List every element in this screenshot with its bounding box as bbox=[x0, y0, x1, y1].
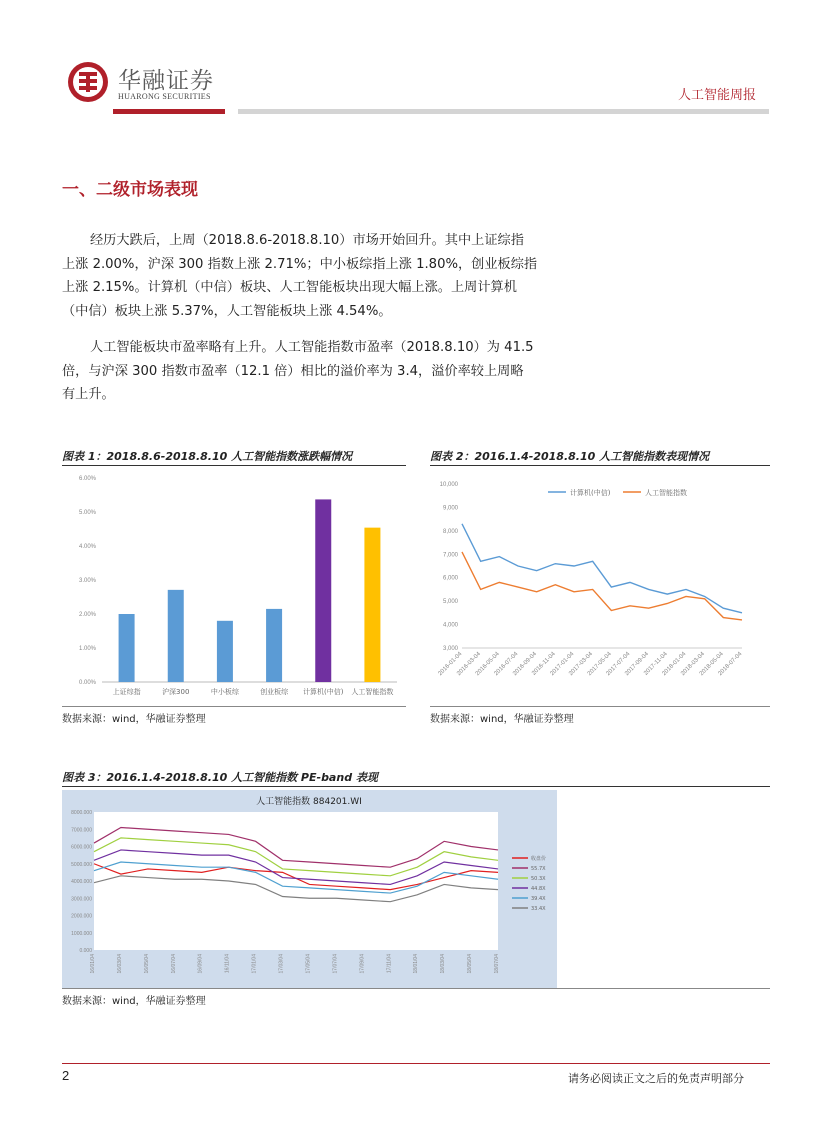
x-tick-label: 16/07/04 bbox=[170, 954, 177, 974]
bar bbox=[217, 621, 233, 682]
legend-label: 39.4X bbox=[531, 896, 546, 902]
x-tick-label: 2017-07-04 bbox=[605, 651, 632, 678]
legend-label: 33.4X bbox=[531, 906, 546, 912]
bar bbox=[266, 609, 282, 682]
y-tick-label: 0.000 bbox=[79, 948, 92, 954]
x-tick-label: 创业板综 bbox=[260, 688, 289, 696]
y-tick-label: 5,000 bbox=[442, 599, 458, 606]
y-tick-label: 10,000 bbox=[439, 482, 458, 488]
bar bbox=[315, 499, 331, 682]
x-tick-label: 18/01/04 bbox=[413, 954, 420, 974]
x-tick-label: 16/03/04 bbox=[116, 954, 123, 974]
bar bbox=[168, 590, 184, 682]
x-tick-label: 2016-09-04 bbox=[512, 651, 539, 678]
figure-3-source: 数据来源：wind，华融证券整理 bbox=[62, 996, 206, 1007]
bar-chart bbox=[62, 470, 407, 706]
paragraph-line: （中信）板块上涨 5.37%，人工智能板块上涨 4.54%。 bbox=[62, 303, 392, 319]
x-tick-label: 16/11/04 bbox=[224, 954, 231, 974]
x-tick-label: 2017-05-04 bbox=[586, 651, 613, 678]
y-tick-label: 2000.000 bbox=[71, 913, 92, 920]
x-tick-label: 上证综指 bbox=[112, 688, 141, 696]
footer-disclaimer: 请务必阅读正文之后的免责声明部分 bbox=[568, 1072, 744, 1085]
report-type: 人工智能周报 bbox=[678, 88, 757, 103]
x-tick-label: 2018-07-04 bbox=[717, 651, 744, 678]
y-tick-label: 6.00% bbox=[78, 476, 96, 482]
x-tick-label: 2016-05-04 bbox=[474, 651, 501, 678]
paragraph-2 bbox=[62, 336, 592, 407]
figure-2-source: 数据来源：wind，华融证券整理 bbox=[430, 714, 574, 725]
x-tick-label: 2017-01-04 bbox=[549, 651, 576, 678]
paragraph-line: 人工智能板块市盈率略有上升。人工智能指数市盈率（2018.8.10）为 41.5 bbox=[90, 340, 534, 355]
y-tick-label: 3,000 bbox=[442, 646, 458, 652]
x-tick-label: 中小板综 bbox=[210, 688, 239, 696]
figure-3-rule-bottom bbox=[62, 988, 770, 989]
x-tick-label: 17/03/04 bbox=[278, 954, 285, 974]
x-tick-label: 18/03/04 bbox=[440, 954, 447, 974]
x-tick-label: 2018-03-04 bbox=[680, 651, 707, 678]
y-tick-label: 1.00% bbox=[78, 646, 96, 652]
legend-label: 50.3X bbox=[531, 876, 546, 882]
y-tick-label: 0.00% bbox=[78, 680, 96, 686]
y-tick-label: 4.00% bbox=[78, 544, 96, 550]
series-line bbox=[462, 552, 742, 620]
x-tick-label: 16/01/04 bbox=[90, 954, 96, 974]
company-name-en: HUARONG SECURITIES bbox=[118, 92, 211, 101]
x-tick-label: 沪深300 bbox=[162, 688, 190, 696]
x-tick-label: 2017-03-04 bbox=[568, 651, 595, 678]
plot-area bbox=[94, 812, 498, 950]
y-tick-label: 2.00% bbox=[78, 612, 96, 618]
paragraph-line: 有上升。 bbox=[62, 387, 115, 402]
figure-2-rule bbox=[430, 465, 770, 466]
legend-label: 44.8X bbox=[531, 886, 546, 892]
y-tick-label: 4000.000 bbox=[71, 879, 92, 885]
page-header bbox=[0, 0, 827, 120]
x-tick-label: 17/07/04 bbox=[332, 954, 339, 974]
y-tick-label: 7,000 bbox=[442, 552, 458, 559]
y-tick-label: 8,000 bbox=[442, 528, 458, 535]
figure-1-source: 数据来源：wind，华融证券整理 bbox=[62, 714, 206, 725]
x-tick-label: 人工智能指数 bbox=[351, 688, 394, 696]
figure-2-rule-bottom bbox=[430, 706, 770, 707]
x-tick-label: 2016-01-04 bbox=[437, 651, 464, 678]
legend-label: 计算机(中信) bbox=[570, 489, 611, 497]
x-tick-label: 2017-09-04 bbox=[624, 651, 651, 678]
pe-band-chart bbox=[62, 790, 557, 988]
section-title: 一、二级市场表现 bbox=[62, 180, 198, 200]
paragraph-line: 倍，与沪深 300 指数市盈率（12.1 倍）相比的溢价率为 3.4，溢价率较上周略 bbox=[62, 363, 524, 379]
x-tick-label: 2018-05-04 bbox=[698, 651, 725, 678]
y-tick-label: 5.00% bbox=[78, 510, 96, 516]
paragraph-line: 上涨 2.00%，沪深 300 指数上涨 2.71%；中小板综指上涨 1.80%，创业板综指 bbox=[62, 256, 538, 272]
y-tick-label: 7000.000 bbox=[71, 827, 92, 834]
figure-1-rule-bottom bbox=[62, 706, 406, 707]
y-tick-label: 8000.000 bbox=[71, 810, 92, 816]
x-tick-label: 18/07/04 bbox=[494, 954, 500, 974]
y-tick-label: 3.00% bbox=[78, 578, 96, 584]
x-tick-label: 计算机(中信) bbox=[303, 688, 344, 696]
y-tick-label: 6000.000 bbox=[71, 844, 92, 851]
x-tick-label: 2016-03-04 bbox=[456, 651, 483, 678]
x-tick-label: 17/09/04 bbox=[359, 954, 366, 974]
figure-1-rule bbox=[62, 465, 406, 466]
figure-1-caption: 图表 1：2018.8.6-2018.8.10 人工智能指数涨跌幅情况 bbox=[62, 450, 353, 463]
x-tick-label: 18/05/04 bbox=[467, 954, 474, 974]
y-tick-label: 1000.000 bbox=[71, 930, 92, 937]
x-tick-label: 16/05/04 bbox=[143, 954, 150, 974]
legend-label: 人工智能指数 bbox=[645, 489, 687, 497]
paragraph-line: 经历大跌后，上周（2018.8.6-2018.8.10）市场开始回升。其中上证综指 bbox=[90, 233, 524, 248]
header-bar-gray bbox=[238, 109, 769, 114]
figure-2-caption: 图表 2：2016.1.4-2018.8.10 人工智能指数表现情况 bbox=[430, 450, 710, 463]
figure-3-rule bbox=[62, 786, 770, 787]
chart-title: 人工智能指数 884201.WI bbox=[256, 797, 362, 807]
paragraph-1 bbox=[62, 229, 592, 323]
y-tick-label: 9,000 bbox=[442, 505, 458, 512]
footer-rule bbox=[62, 1063, 770, 1064]
bar bbox=[119, 614, 135, 682]
legend-label: 收盘价 bbox=[531, 856, 547, 862]
x-tick-label: 2017-11-04 bbox=[643, 651, 669, 677]
line-chart bbox=[430, 470, 770, 706]
x-tick-label: 2016-11-04 bbox=[531, 651, 557, 677]
y-tick-label: 3000.000 bbox=[71, 896, 92, 903]
x-tick-label: 17/11/04 bbox=[386, 954, 393, 974]
company-logo-icon bbox=[66, 60, 110, 104]
y-tick-label: 6,000 bbox=[442, 575, 458, 582]
bar bbox=[364, 528, 380, 682]
y-tick-label: 5000.000 bbox=[71, 861, 92, 868]
page-number: 2 bbox=[62, 1068, 70, 1083]
x-tick-label: 16/09/04 bbox=[197, 954, 204, 974]
x-tick-label: 2016-07-04 bbox=[493, 651, 520, 678]
x-tick-label: 17/01/04 bbox=[251, 954, 258, 974]
header-bar-red bbox=[113, 109, 225, 114]
company-name-cn: 华融证券 bbox=[118, 68, 214, 94]
x-tick-label: 17/05/04 bbox=[305, 954, 312, 974]
y-tick-label: 4,000 bbox=[442, 622, 458, 629]
legend-label: 55.7X bbox=[531, 866, 546, 872]
x-tick-label: 2018-01-04 bbox=[661, 651, 688, 678]
figure-3-caption: 图表 3：2016.1.4-2018.8.10 人工智能指数 PE-band 表现 bbox=[62, 771, 378, 784]
paragraph-line: 上涨 2.15%。计算机（中信）板块、人工智能板块出现大幅上涨。上周计算机 bbox=[62, 280, 517, 295]
